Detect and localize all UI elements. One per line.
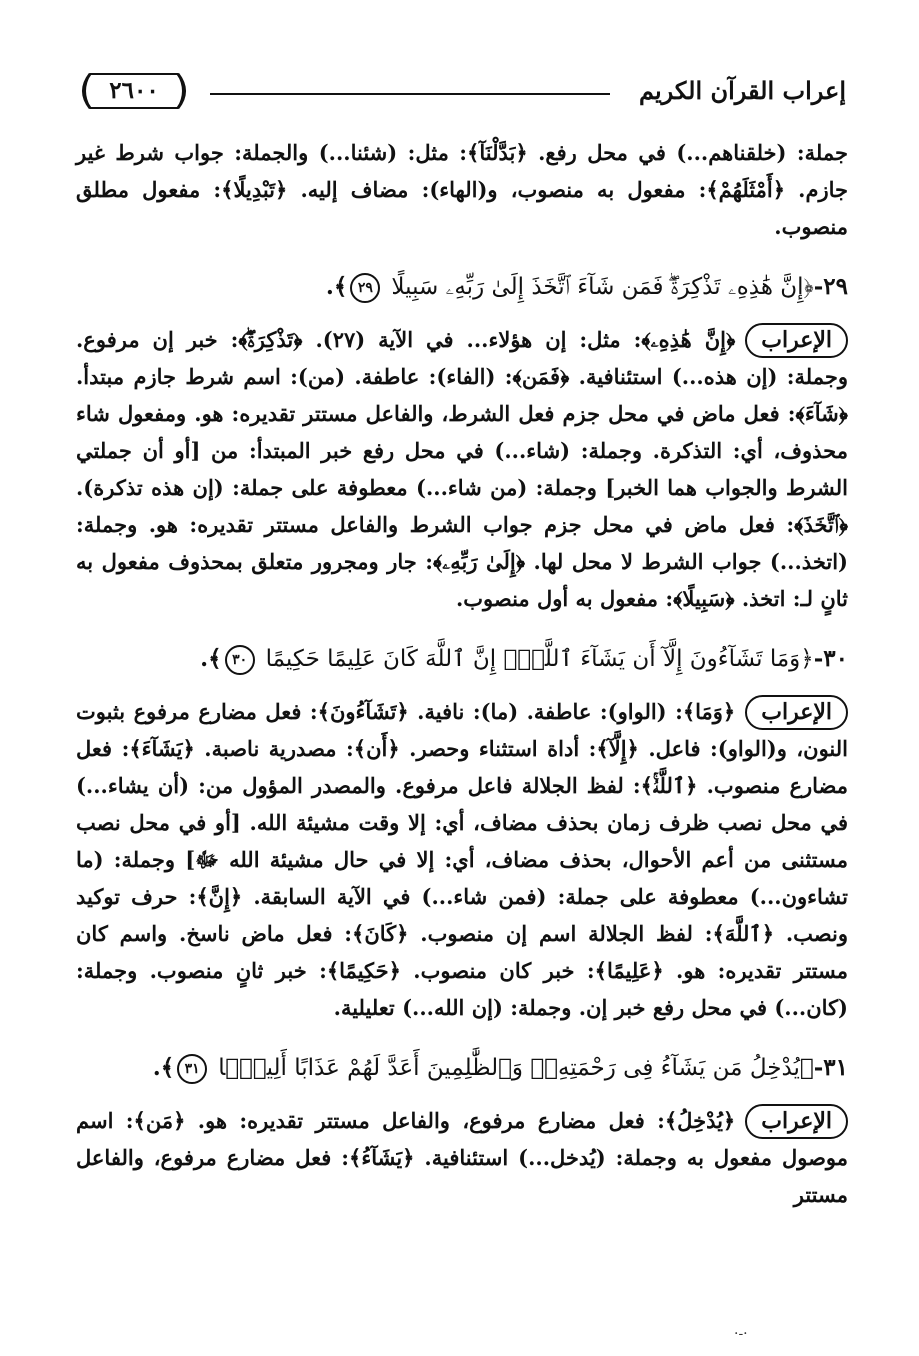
verse-number: ٣٠-: [813, 645, 848, 672]
section-29: [76, 267, 848, 617]
irab-block: [76, 321, 848, 617]
verse-number: ٣١-: [813, 1054, 848, 1081]
verse-line: [76, 639, 848, 679]
page: [76, 60, 848, 1213]
page-number-frame: [76, 68, 192, 114]
irab-block: [76, 693, 848, 1026]
irab-text: ﴿إِنَّ هَٰذِهِۦ﴾: مثل: إن هؤلاء... في الآية (٢٧). ﴿تَذْكِرَةٌۖ﴾: خبر إن مرفوع. وجملة: (إن هذه...) استئنافية. ﴿فَمَن﴾: (الفاء): عاطفة. (من): اسم شرط جازم مبتدأ. ﴿شَآءَ﴾: فعل ماض في محل جزم فعل الشرط، والفاعل مستتر تقديره: هو. ومفعول شاء محذوف، أي: التذكرة. وجملة: (شاء...) في محل رفع خبر المبتدأ: من [أو أن جملتي الشرط والجواب هما الخبر] وجملة: (من شاء...) معطوفة على جملة: (إن هذه تذكرة). ﴿ٱتَّخَذَ﴾: فعل ماض في محل جزم جواب الشرط والفاعل مستتر تقديره: هو. وجملة: (اتخذ...) جواب الشرط لا محل لها. ﴿إِلَىٰ رَبِّهِۦ﴾: جار ومجرور متعلق بمحذوف مفعول به ثانٍ لـ: اتخذ. ﴿سَبِيلًا﴾: مفعول به أول منصوب.: [76, 327, 848, 611]
irab-paragraph: [76, 321, 848, 617]
page-header: [76, 60, 848, 122]
irab-badge: الإعراب: [745, 1104, 848, 1139]
book-title: إعراب القرآن الكريم: [639, 76, 846, 105]
section-31: [76, 1048, 848, 1213]
irab-paragraph: [76, 693, 848, 1026]
section-30: [76, 639, 848, 1026]
verse-text: ﴿إِنَّ هَٰذِهِۦ تَذْكِرَةٌۖ فَمَن شَآءَ ٱتَّخَذَ إِلَىٰ رَبِّهِۦ سَبِيلًا: [391, 274, 814, 300]
ayah-marker: ٣١: [177, 1054, 207, 1084]
ayah-marker: ٢٩: [350, 273, 380, 303]
ayah-marker: ٣٠: [225, 645, 255, 675]
verse-text: ﴿وَمَا تَشَآءُونَ إِلَّآ أَن يَشَآءَ ٱللَّهُۚ إِنَّ ٱللَّهَ كَانَ عَلِيمًا حَكِيمًا: [265, 646, 814, 672]
verse-number: ٢٩-: [813, 273, 848, 300]
page-number: ٢٦٠٠: [109, 77, 159, 104]
irab-block: [76, 1102, 848, 1213]
irab-badge: الإعراب: [745, 323, 848, 358]
verse-end: ﴾.: [200, 645, 222, 672]
scan-artifact: ·-·: [734, 1326, 748, 1342]
irab-badge: الإعراب: [745, 695, 848, 730]
verse-line: [76, 267, 848, 307]
header-rule: [210, 93, 610, 95]
verse-text: ﴿يُدْخِلُ مَن يَشَآءُ فِى رَحْمَتِهِۦۚ وَٱلظَّٰلِمِينَ أَعَدَّ لَهُمْ عَذَابًا أَلِيمًۢا: [218, 1055, 814, 1081]
irab-text: ﴿يُدْخِلُ﴾: فعل مضارع مرفوع، والفاعل مستتر تقديره: هو. ﴿مَن﴾: اسم موصول مفعول به وجملة: (يُدخل...) استئنافية. ﴿يَشَآءُ﴾: فعل مضارع مرفوع، والفاعل مستتر: [76, 1108, 848, 1207]
verse-line: [76, 1048, 848, 1088]
verse-end: ﴾.: [152, 1054, 175, 1081]
irab-text: ﴿وَمَا﴾: (الواو): عاطفة. (ما): نافية. ﴿تَشَآءُونَ﴾: فعل مضارع مرفوع بثبوت النون، و(الواو): فاعل. ﴿إِلَّآ﴾: أداة استثناء وحصر. ﴿أَن﴾: مصدرية ناصبة. ﴿يَشَآءَ﴾: فعل مضارع منصوب. ﴿ٱللَّهُۚ﴾: لفظ الجلالة فاعل مرفوع. والمصدر المؤول من: (أن يشاء...) في محل نصب ظرف زمان بحذف مضاف، أي: إلا وقت مشيئة الله. [أو في محل نصب مستثنى من أعم الأحوال، بحذف مضاف، أي: إلا في حال مشيئة الله ﷻ] وجملة: (ما تشاءون...) معطوفة على جملة: (فمن شاء...) في الآية السابقة. ﴿إِنَّ﴾: حرف توكيد ونصب. ﴿ٱللَّهَ﴾: لفظ الجلالة اسم إن منصوب. ﴿كَانَ﴾: فعل ماض ناسخ. واسم كان مستتر تقديره: هو. ﴿عَلِيمًا﴾: خبر كان منصوب. ﴿حَكِيمًا﴾: خبر ثانٍ منصوب. وجملة: (كان...) في محل رفع خبر إن. وجملة: (إن الله...) تعليلية.: [76, 699, 848, 1020]
irab-paragraph: [76, 1102, 848, 1213]
verse-end: ﴾.: [325, 273, 348, 300]
intro-paragraph: جملة: (خلقناهم...) في محل رفع. ﴿بَدَّلْنَآ﴾: مثل: (شئنا...) والجملة: جواب شرط غير جازم. ﴿أَمْثَلَهُمْ﴾: مفعول به منصوب، و(الهاء): مضاف إليه. ﴿تَبْدِيلًا﴾: مفعول مطلق منصوب.: [76, 140, 848, 239]
